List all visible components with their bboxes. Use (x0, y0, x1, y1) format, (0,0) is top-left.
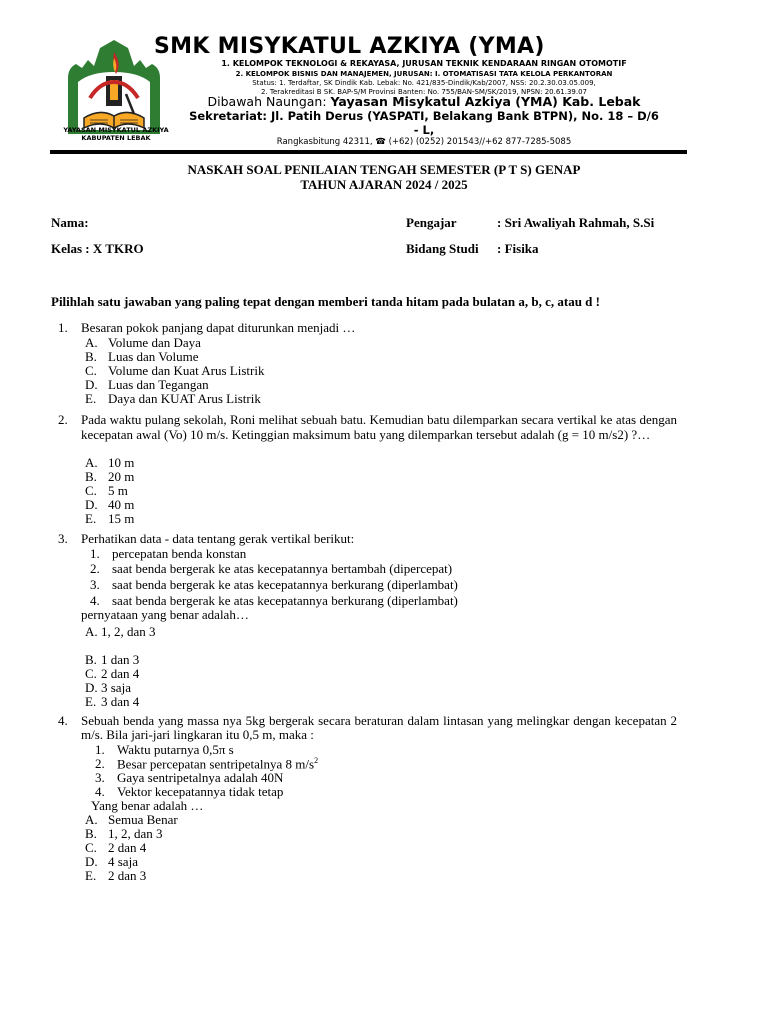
option-key: C. (85, 840, 97, 855)
option-key: A. (85, 455, 98, 470)
question-4 (0, 714, 768, 742)
statement-key: 3. (95, 770, 105, 785)
option-key: C. (85, 483, 97, 498)
question-text: Sebuah benda yang massa nya 5kg bergerak secara beraturan dalam lintasan yang melingkar dengan kecepatan 2 m/s. Bila jari-jari lingkaran itu 0,5 m, maka : (81, 713, 677, 742)
option-text: 20 m (108, 469, 135, 484)
option-key: D. (85, 680, 98, 695)
kelas-label: Kelas : X TKRO (51, 241, 144, 256)
option-text: 4 saja (108, 854, 138, 869)
option-key: E. (85, 694, 97, 709)
logo-caption-line-2: KABUPATEN LEBAK (81, 134, 151, 142)
question-number: 1. (58, 320, 68, 335)
option-text: Luas dan Volume (108, 349, 199, 364)
statement-text: Gaya sentripetalnya adalah 40N (117, 770, 284, 785)
naungan-value: Yayasan Misykatul Azkiya (YMA) Kab. Lebak (330, 94, 641, 109)
exam-title: NASKAH SOAL PENILAIAN TENGAH SEMESTER (P T S) GENAP (187, 162, 581, 177)
option-key: B. (85, 349, 97, 364)
contact-line: Rangkasbitung 42311, ☎ (+62) (0252) 201543//+62 877-7285-5085 (276, 137, 572, 147)
option-key: D. (85, 854, 98, 869)
option-text: 40 m (108, 497, 135, 512)
status-line-1: Status: 1. Terdaftar, SK Dindik Kab. Lebak: No. 421/835-Dindik/Kab/2007, NSS: 20.2.30.03.05.009, (252, 79, 596, 87)
option-text: Volume dan Daya (108, 335, 201, 350)
option-text: 2 dan 4 (108, 840, 147, 855)
program-line-2 (154, 70, 694, 78)
option-key: C. (85, 666, 97, 681)
statement-key: 4. (95, 784, 105, 799)
statement-text: percepatan benda konstan (112, 546, 247, 561)
question-number: 4. (58, 713, 68, 728)
nama-label: Nama: (51, 215, 89, 230)
header-divider (50, 150, 687, 154)
option-key: A. (85, 624, 98, 639)
bidang-studi-label: Bidang Studi (406, 241, 479, 256)
option-key: D. (85, 497, 98, 512)
option-text: Semua Benar (108, 812, 178, 827)
option-key: D. (85, 377, 98, 392)
option-text: Volume dan Kuat Arus Listrik (108, 363, 265, 378)
option-text: 2 dan 4 (101, 666, 140, 681)
statement-text: Waktu putarnya 0,5π s (117, 742, 234, 757)
naungan-line (154, 94, 694, 109)
option-text: 10 m (108, 455, 135, 470)
option-key: C. (85, 363, 97, 378)
statement-text: saat benda bergerak ke atas kecepatannya berkurang (diperlambat) (112, 577, 458, 592)
option-text: 1, 2, dan 3 (108, 826, 163, 841)
option-key: E. (85, 868, 97, 883)
statement-key: 1. (95, 742, 105, 757)
statement-key: 3. (90, 577, 100, 592)
question-4-prompt: Yang benar adalah … (91, 798, 204, 813)
statement-key: 2. (95, 756, 105, 771)
question-2 (0, 413, 768, 457)
option-key: B. (85, 469, 97, 484)
option-text: 1 dan 3 (101, 652, 140, 667)
program-line-1: 1. KELOMPOK TEKNOLOGI & REKAYASA, JURUSAN TEKNIK KENDARAAN RINGAN OTOMOTIF (221, 59, 627, 68)
program-2-text: KELOMPOK BISNIS DAN MANAJEMEN, JURUSAN: I. OTOMATISASI TATA KELOLA PERKANTORAN (243, 70, 613, 78)
option-text: Luas dan Tegangan (108, 377, 209, 392)
option-text: 5 m (108, 483, 128, 498)
question-3-prompt: pernyataan yang benar adalah… (81, 607, 249, 622)
option-text: 2 dan 3 (108, 868, 147, 883)
pengajar-value: : Sri Awaliyah Rahmah, S.Si (497, 215, 655, 230)
academic-year: TAHUN AJARAN 2024 / 2025 (300, 177, 468, 192)
statement-superscript: 2 (314, 756, 319, 765)
status-line-2: 2. Terakreditasi B SK. BAP-S/M Provinsi Banten: No. 755/BAN-SM/SK/2019, NPSN: 20.61.39.07 (260, 88, 588, 96)
statement-text: Vektor kecepatannya tidak tetap (117, 784, 284, 799)
question-3 (0, 532, 768, 546)
logo-caption-line-1: YAYASAN MISYKATUL AZKIYA (63, 126, 169, 134)
program-2-number: 2. (235, 70, 244, 78)
school-name: SMK MISYKATUL AZKIYA (YMA) (154, 34, 545, 59)
question-text: Pada waktu pulang sekolah, Roni melihat sebuah batu. Kemudian batu dilemparkan secara vertikal ke atas dengan kecepatan awal (Vo) 10 m/s. Ketinggian maksimum batu yang dilemparkan tersebut adalah (g = 10 m/s2) ?… (81, 412, 677, 442)
instruction: Pilihlah satu jawaban yang paling tepat dengan memberi tanda hitam pada bulatan a, b, c, atau d ! (51, 294, 600, 309)
question-number: 2. (58, 412, 68, 427)
sekretariat-line-1: Sekretariat: Jl. Patih Derus (YASPATI, Belakang Bank BTPN), No. 18 – D/6 (189, 109, 659, 123)
question-1 (0, 321, 768, 335)
option-text: 3 dan 4 (101, 694, 140, 709)
option-key: B. (85, 826, 97, 841)
option-text: 1, 2, dan 3 (101, 624, 156, 639)
option-key: A. (85, 812, 98, 827)
option-key: A. (85, 335, 98, 350)
statement-key: 1. (90, 546, 100, 561)
question-text: Perhatikan data - data tentang gerak vertikal berikut: (81, 531, 355, 546)
statement-key: 4. (90, 593, 100, 608)
statement-text-main: Besar percepatan sentripetalnya 8 m/s (117, 756, 315, 772)
statement-text: saat benda bergerak ke atas kecepatannya berkurang (diperlambat) (112, 593, 458, 608)
statement-text: saat benda bergerak ke atas kecepatannya bertambah (dipercepat) (112, 561, 453, 576)
question-text: Besaran pokok panjang dapat diturunkan menjadi … (81, 320, 356, 335)
pengajar-label: Pengajar (406, 215, 457, 230)
sekretariat-line-2: - L, (413, 123, 435, 137)
naungan-label: Dibawah Naungan: (207, 94, 331, 109)
option-text: 15 m (108, 511, 135, 526)
statement-key: 2. (90, 561, 100, 576)
bidang-studi-value: : Fisika (497, 241, 539, 256)
option-key: E. (85, 511, 97, 526)
question-number: 3. (58, 531, 68, 546)
option-key: B. (85, 652, 97, 667)
option-text: Daya dan KUAT Arus Listrik (108, 391, 261, 406)
option-key: E. (85, 391, 97, 406)
option-text: 3 saja (101, 680, 131, 695)
